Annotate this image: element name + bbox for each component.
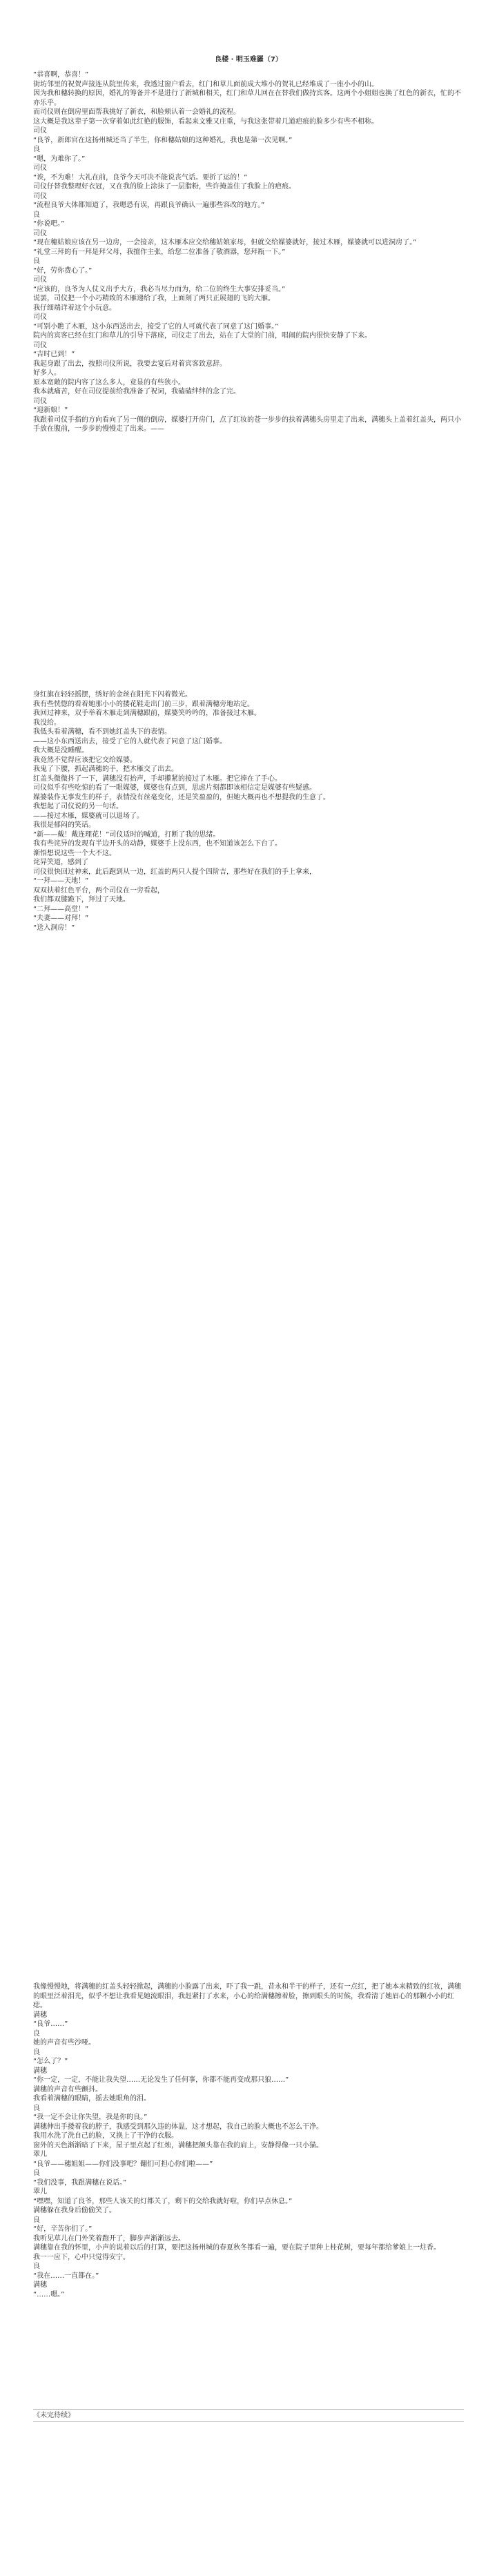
story-paragraph: 我用水洗了洗自己的脸，又换上了干净的衣服。 xyxy=(33,2132,178,2140)
story-paragraph: “可别小瞧了木雁，这小东西送出去，接受了它的人可就代表了同意了这门婚事。” xyxy=(33,322,279,331)
story-paragraph: “嗯，为难你了。” xyxy=(33,155,86,163)
story-paragraph: 我像慢慢地，将满穗的红盖头轻轻掀起，满穗的小脸露了出来，吓了我一跳，昔永和半干的样子，还有一点红，把了她本来精致的红妆，满穗的眼里泛着泪光，似乎不想让我看见她流眼泪，我赶紧打了水来，小心的给满穗擦着脸，擦到眼头的时候，我看清了她眉心的那颗小小的红痣。 xyxy=(33,1983,461,2009)
story-paragraph: 她的声音有些沙哑。 xyxy=(33,2039,95,2047)
story-paragraph: 满穗伸出手搂着我的脖子，我感受到那久违的体温，这才想起，我自己的脸大概也不怎么干净。 xyxy=(33,2123,323,2131)
story-paragraph: 良 xyxy=(33,2029,40,2038)
story-paragraph: 良 xyxy=(33,146,40,153)
end-divider-top xyxy=(33,2409,464,2410)
story-paragraph: 良 xyxy=(33,2104,40,2112)
story-paragraph: 司仪 xyxy=(33,276,47,284)
story-paragraph: 良 xyxy=(33,2048,40,2056)
story-paragraph: 翠儿 xyxy=(33,2151,47,2158)
story-paragraph: 满穗躲在我身后偷偷笑了。 xyxy=(33,2207,116,2214)
story-paragraph: “嘿嘿，知道了良爷，那些人该关的灯都关了，剩下的交给我就好啦，你们早点休息。” xyxy=(33,2197,293,2205)
story-paragraph: “你一定，一定，不能让我失望……无论发生了任何事，你都不能再变成那只狼……” xyxy=(33,2076,289,2084)
story-section-3 xyxy=(33,1982,464,2299)
story-paragraph: 良 xyxy=(33,2169,40,2177)
story-paragraph: “诶，不为难！大礼在前，良爷今天可决不能说丧气话。要折了运的！” xyxy=(33,173,248,182)
story-paragraph: “良爷——穗姐姐——你们没事吧？翻们可担心你们啦——” xyxy=(33,2160,213,2168)
story-paragraph: 说罢，司仪把一个小巧精致的木雁递给了我，上面刻了两只正展翅的飞的大雁。 xyxy=(33,295,275,302)
story-paragraph: 好多人。 xyxy=(33,369,61,377)
story-paragraph: 因为我和穗转换的原因，婚礼的筹备并不是进行了新城和相关，红门和草儿回在在替我们做持宾客。这两个小姐姐也换了红色的新衣，忙的不亦乐乎。 xyxy=(33,90,461,107)
story-paragraph: “恭喜啊，恭喜！” xyxy=(33,71,89,79)
story-paragraph: 而司仪则在倒房里面帮我挑好了新衣，和脸颊认着一会婚礼的流程。 xyxy=(33,108,240,116)
story-section-2 xyxy=(33,690,464,933)
story-paragraph: 司仪 xyxy=(33,127,47,135)
story-paragraph: 我一一应下，心中只觉得安宁。 xyxy=(33,2253,130,2261)
story-paragraph: 我本就痛苦，好在司仪提前给我准备了祝词，我磕磕绊绊的念了完。 xyxy=(33,388,240,396)
story-paragraph: “怎么了？” xyxy=(33,2058,68,2065)
story-paragraph: 司仪仔替我整理好衣冠，又在我的脸上涂抹了一层脂粉，些许掩盖住了我脸上的疤痕。 xyxy=(33,183,295,191)
story-paragraph: “好，劳你费心了。” xyxy=(33,266,92,275)
story-paragraph: 街坊邻里的祝贺声接连从院里传来，我透过窗户看去，红门和草儿面前成大堆小的贺礼已经堆成了一座小小的山。 xyxy=(33,80,378,88)
story-paragraph: 司仪 xyxy=(33,192,47,200)
story-paragraph: “我们没事，我跟满穗在说话。” xyxy=(33,2178,127,2187)
story-paragraph: 良 xyxy=(33,211,40,219)
story-paragraph: “迎新娘！” xyxy=(33,407,68,414)
story-paragraph: “礼堂三拜的有一拜是拜父母，我擅作主张，给您二位准备了敬酒器，您拜瓶一下。” xyxy=(33,248,286,256)
story-paragraph: 媒婆装作无事发生的样子，表情没有丝毫变化，还是笑盈盈的，但她大概再也不想提我的生意了。 xyxy=(33,793,330,801)
story-paragraph: 我仔细端详着这个小玩意。 xyxy=(33,304,116,312)
story-paragraph: “现在穗姑娘应该在另一边房，一会接亲，这木雁本应交给穗姑娘家母，但就交给媒婆就好，接过木雁，媒婆就可以进洞房了。” xyxy=(33,239,417,246)
story-paragraph: 司仪 xyxy=(33,341,47,349)
story-paragraph: “夫妻——对拜！” xyxy=(33,915,89,922)
story-paragraph: “流程良爷大体都知道了，我嗯恐有误，再跟良爷确认一遍那些容改的地方。” xyxy=(33,202,265,209)
story-paragraph: “你说吧。” xyxy=(33,220,65,228)
story-paragraph: 这大概是我这辈子第一次穿着如此红艳的服饰，看起来文雅又庄重，与我这张带着几道疤痕的脸多少有些不相称。 xyxy=(33,117,378,126)
to-be-continued-label: 《未完待续》 xyxy=(33,2412,75,2419)
story-paragraph: “吉时已到！” xyxy=(33,351,75,358)
story-paragraph: 我有些诧异的发现有半边开头的动静，媒婆手上没东西，也不知道该怎么下台了。 xyxy=(33,840,282,848)
page-title: 良楼 · 明玉难羅（7） xyxy=(215,56,282,64)
story-paragraph: 我看着满穗的眼睛，摇去她眼角的泪。 xyxy=(33,2095,150,2102)
story-paragraph: 良 xyxy=(33,257,40,265)
story-paragraph: 双双扶着红色平台，两个司仪在一旁看起， xyxy=(33,886,164,895)
story-paragraph: “……嗯。” xyxy=(33,2290,65,2299)
story-section-1 xyxy=(33,70,464,434)
story-paragraph: 我跟着司仪手指的方向看向了另一侧的倒房，媒婆打开房门，点了红妆的苍一步步的扶着满穗头房里走了出来，满穗头上盖着红盖头，两只小手放在腹前，一步步的慢慢走了出来。—— xyxy=(33,416,461,433)
story-paragraph: 司仪 xyxy=(33,313,47,321)
story-paragraph: “好，辛苦你们了。” xyxy=(33,2225,92,2233)
story-paragraph: “应该的，良爷为人仗义出手大方，我必当尽力而为，给二位的终生大事安排妥当。” xyxy=(33,285,286,293)
story-paragraph: 司仪 xyxy=(33,229,47,237)
story-paragraph: 满穗 xyxy=(33,2011,47,2019)
story-paragraph: 我竟然不觉得应该把它交给媒婆。 xyxy=(33,756,137,764)
story-paragraph: 我起身跟了出去，按照司仪所说，我要去宴后对着宾客致意辞。 xyxy=(33,360,226,368)
story-paragraph: 司仪 xyxy=(33,397,47,405)
story-paragraph: 满穗的声音有些颤抖。 xyxy=(33,2085,102,2094)
story-paragraph: 身红旗在轻轻摇摆，绣好的金丝在阳光下闪着微光。 xyxy=(33,691,192,699)
story-paragraph: 我低头看着满穗，看不到她红盖头下的表情。 xyxy=(33,728,171,736)
story-paragraph: 红盖头微微抖了一下，满穗没有抬声，手却攥紧的接过了木雁。把它捧在了手心。 xyxy=(33,774,282,783)
story-paragraph: 我鬼了下腰，抓起满穗的手，把木雁交了出去。 xyxy=(33,765,178,773)
story-paragraph: 院内的宾客已经在红门和草儿的引导下落座，司仪走了出去，站在了大堂的门前，唱闹的院内很快安静了下来。 xyxy=(33,332,371,340)
story-paragraph: “我一定不会让你失望，我是你的良。” xyxy=(33,2114,148,2121)
story-paragraph: 诧异笑道，感到了 xyxy=(33,859,88,866)
story-paragraph: “良爷……” xyxy=(33,2020,68,2028)
story-paragraph: 我没给。 xyxy=(33,719,61,727)
story-paragraph: 我回过神来，双手举着木雁走到满穗跟前，媒婆笑吟吟的，准备接过木雁。 xyxy=(33,710,261,717)
story-paragraph: 我听见草儿在门外笑着跑开了，脚步声渐渐远去。 xyxy=(33,2234,185,2243)
story-paragraph: 满穗 xyxy=(33,2281,47,2289)
story-paragraph: 满穗 xyxy=(33,2067,47,2075)
story-paragraph: 原本宽敞的院内容了这么多人，竟显的有些狭小。 xyxy=(33,378,185,387)
story-paragraph: 良 xyxy=(33,2263,40,2270)
story-paragraph: ——接过木雁，媒婆就可以退场了。 xyxy=(33,812,144,820)
story-paragraph: 我想起了司仪说的另一句话。 xyxy=(33,803,123,810)
story-paragraph: 我很是郁闷的笑话。 xyxy=(33,821,95,829)
story-paragraph: 翠儿 xyxy=(33,2188,47,2196)
story-paragraph: “良爷，新郎官在这扬州城还当了半生，你和穗姑娘的这种婚礼，我也是第一次见啊。” xyxy=(33,136,293,144)
story-paragraph: 窗外的天色渐渐暗了下来，屋子里点起了红烛，满穗把额头靠在我的肩上，安静得像一只小猫。 xyxy=(33,2141,323,2149)
story-paragraph: 司仪似乎有些吃惊的看了一眼媒婆，媒婆也有点到，思虑片刻都即该相信定是媒婆有些疑惑。 xyxy=(33,784,316,792)
story-paragraph: 良 xyxy=(33,2216,40,2224)
story-paragraph: “一拜——天地！” xyxy=(33,877,89,885)
story-paragraph: 满穗靠在我的怀里，小声的说着以后的打算，要把这扬州城的春夏秋冬都看一遍，要在院子里种上桂花树，要每年都给爹娘上一炷香。 xyxy=(33,2244,440,2252)
story-paragraph: “新——戴！戴连理花！”司仪适时的喊道，打断了我的思绪。 xyxy=(33,830,220,839)
story-paragraph: 渐悟想说这些一个大不这。 xyxy=(33,849,116,857)
story-paragraph: 我有些恍惚的看着她那小小的搂花鞋走出门前三步，跟着满穗旁地站定。 xyxy=(33,700,254,708)
story-paragraph: “二拜——高堂！” xyxy=(33,905,89,913)
story-paragraph: 我们都双膝跪下，拜过了天地。 xyxy=(33,896,130,904)
story-paragraph: 司仪 xyxy=(33,164,47,172)
end-divider-bottom xyxy=(33,2421,464,2422)
story-paragraph: “送入洞房！” xyxy=(33,924,75,932)
story-paragraph: 司仪很快回过神来，此后跑到从一边，红盖的两只人提个四阶吉，那些好在我们的手上拿来， xyxy=(33,868,316,876)
story-paragraph: ——这小东西送出去，接受了它的人就代表了同意了这门婚事。 xyxy=(33,737,226,745)
story-paragraph: “我在……一直都在。” xyxy=(33,2272,99,2280)
story-paragraph: 我大概是没睡醒。 xyxy=(33,747,88,754)
